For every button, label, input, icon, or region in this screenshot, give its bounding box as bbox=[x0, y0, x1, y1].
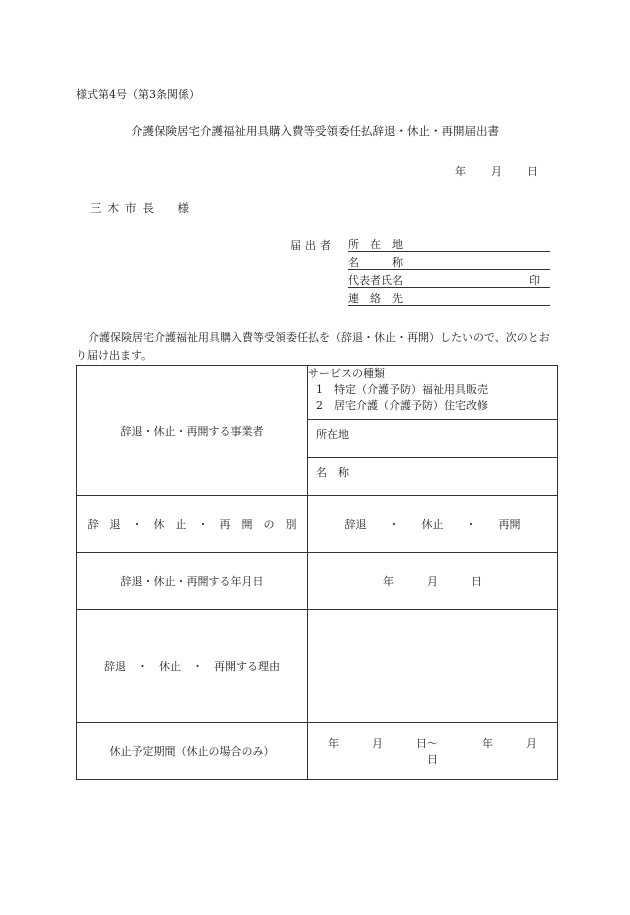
period-value: 年 月 日～ 年 月 日 bbox=[328, 737, 570, 766]
body-text: 介護保険居宅介護福祉用具購入費等受領委任払を（辞退・休止・再開）したいので、次のとおり届け出ます。 bbox=[76, 331, 550, 362]
representative-name-field[interactable] bbox=[348, 272, 550, 288]
type-options: 辞退 ・ 休止 ・ 再開 bbox=[344, 518, 521, 531]
date-label: 辞退・休止・再開する年月日 bbox=[77, 553, 308, 610]
notifier-address-field[interactable] bbox=[348, 236, 550, 252]
type-options-cell[interactable] bbox=[308, 496, 558, 553]
seal-mark: 印 bbox=[529, 274, 540, 287]
notifier-label: 届出者 bbox=[290, 239, 335, 252]
contact-label: 連 絡 先 bbox=[348, 292, 403, 305]
service-item-2: 2 居宅介護（介護予防）住宅改修 bbox=[316, 399, 488, 412]
date-value: 年 月 日 bbox=[383, 575, 482, 588]
document-title: 介護保険居宅介護福祉用具購入費等受領委任払辞退・休止・再開届出書 bbox=[131, 124, 499, 138]
service-item-1: 1 特定（介護予防）福祉用具販売 bbox=[316, 383, 488, 396]
reason-label: 辞退 ・ 休止 ・ 再開する理由 bbox=[77, 610, 308, 723]
business-address-cell[interactable] bbox=[308, 420, 558, 458]
form-number: 様式第4号（第3条関係） bbox=[76, 88, 200, 101]
representative-name-label: 代表者氏名 bbox=[348, 274, 403, 287]
date-day-label: 日 bbox=[527, 165, 538, 178]
contact-field[interactable] bbox=[348, 290, 550, 306]
business-label: 辞退・休止・再開する事業者 bbox=[77, 366, 308, 496]
notifier-name-label: 名 称 bbox=[348, 256, 403, 269]
reason-cell[interactable] bbox=[308, 610, 558, 723]
business-address-label: 所在地 bbox=[316, 428, 349, 441]
service-type-cell[interactable] bbox=[308, 366, 558, 420]
service-type-title: サービスの種類 bbox=[308, 367, 385, 380]
business-name-cell[interactable] bbox=[308, 458, 558, 496]
period-label: 休止予定期間（休止の場合のみ） bbox=[77, 723, 308, 780]
business-name-label: 名 称 bbox=[316, 466, 349, 479]
addressee: 三木市長 様 bbox=[90, 201, 195, 215]
period-value-cell[interactable] bbox=[308, 723, 570, 780]
date-month-label: 月 bbox=[491, 165, 502, 178]
date-value-cell[interactable] bbox=[308, 553, 558, 610]
notifier-name-field[interactable] bbox=[348, 254, 550, 270]
notifier-address-label: 所 在 地 bbox=[348, 238, 403, 251]
date-year-label: 年 bbox=[455, 165, 466, 178]
type-label: 辞 退 ・ 休 止 ・ 再 開 の 別 bbox=[77, 496, 308, 553]
application-table bbox=[76, 365, 570, 780]
